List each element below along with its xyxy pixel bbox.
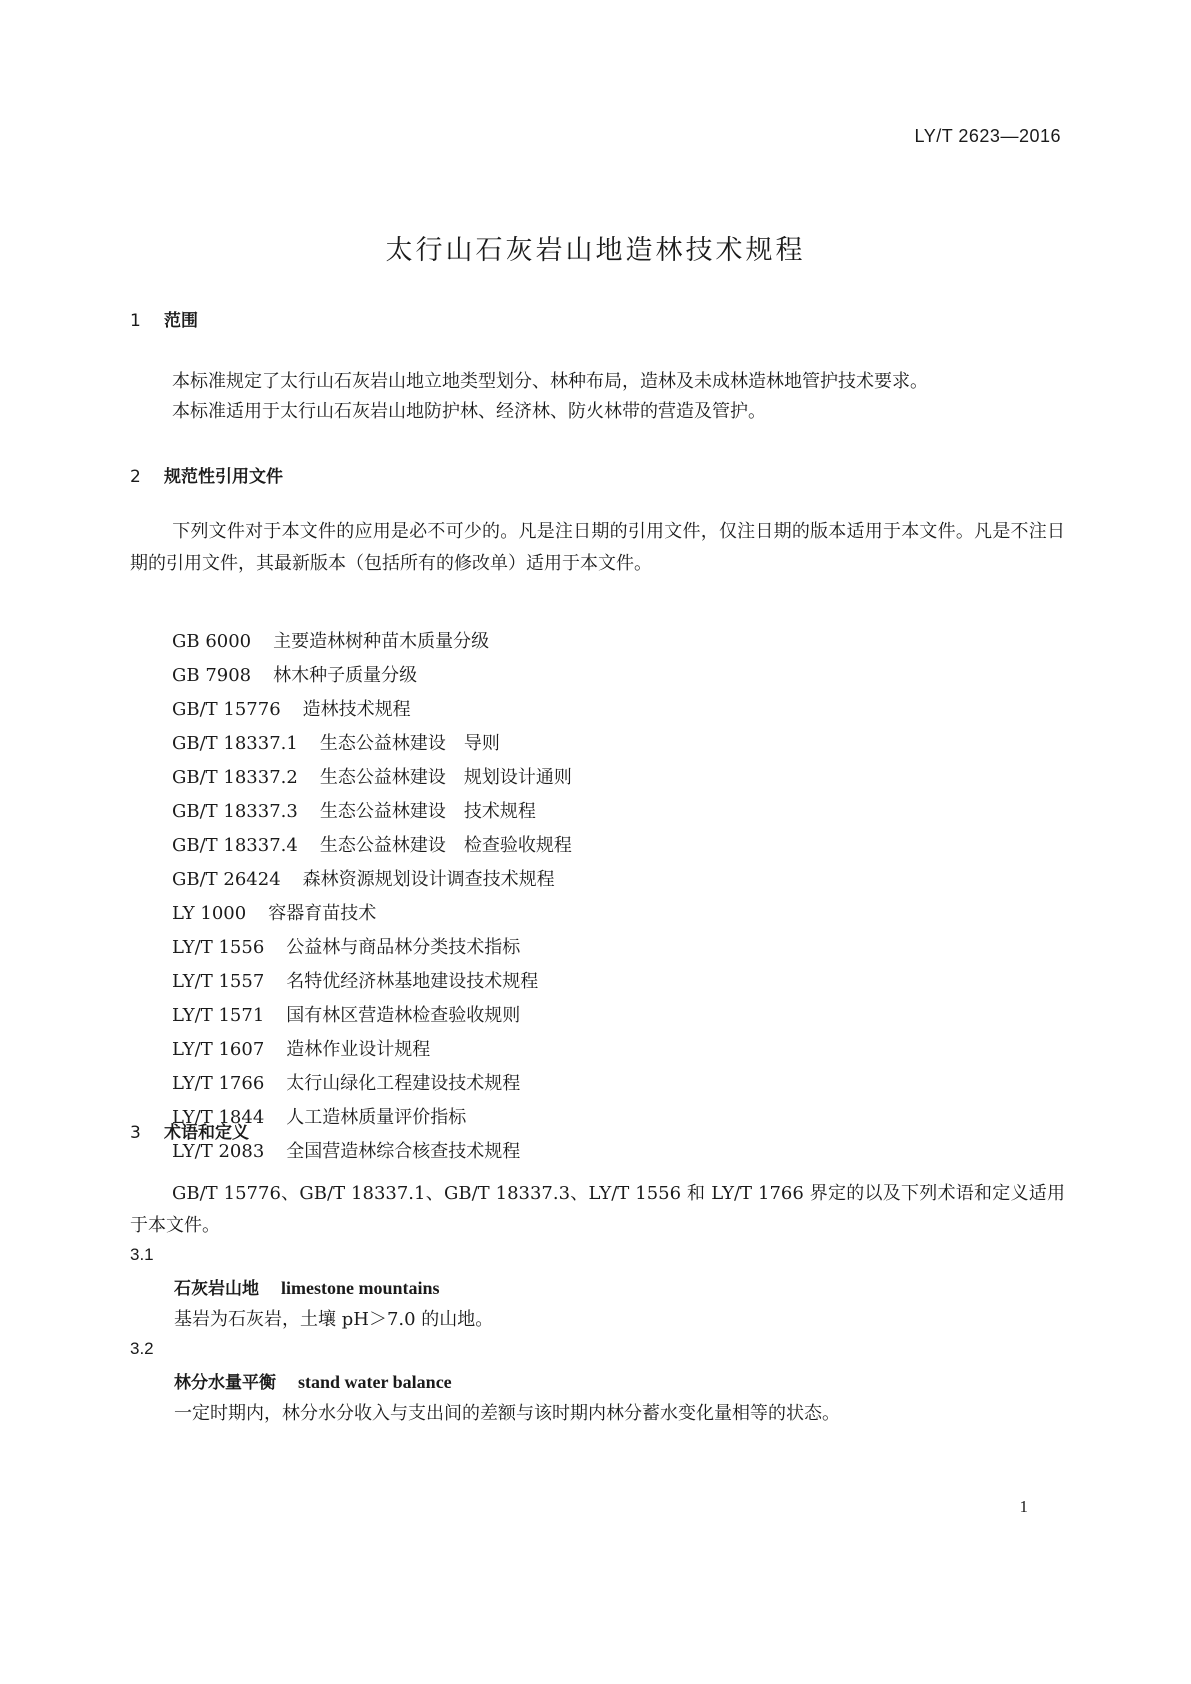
reference-name: 国有林区营造林检查验收规则	[286, 1005, 521, 1026]
reference-item	[172, 625, 572, 659]
reference-code: LY/T 1844	[172, 1107, 265, 1128]
reference-code: LY 1000	[172, 903, 247, 924]
reference-name: 森林资源规划设计调查技术规程	[302, 869, 555, 890]
reference-name: 生态公益林建设 规划设计通则	[319, 767, 572, 788]
term-english: limestone mountains	[281, 1278, 440, 1298]
reference-code: GB/T 18337.2	[172, 767, 298, 788]
reference-list	[172, 625, 572, 1169]
reference-name: 林木种子质量分级	[273, 665, 418, 686]
term-definition: 基岩为石灰岩，土壤 pH＞7.0 的山地。	[174, 1309, 494, 1330]
reference-code: LY/T 1766	[172, 1073, 265, 1094]
section-2-heading	[130, 462, 283, 487]
reference-code: LY/T 1571	[172, 1005, 265, 1026]
reference-code: LY/T 1556	[172, 937, 265, 958]
term-name: 林分水量平衡 stand water balance	[174, 1372, 452, 1393]
reference-item	[172, 727, 572, 761]
reference-name: 生态公益林建设 导则	[319, 733, 500, 754]
reference-code: GB/T 15776	[172, 699, 281, 720]
document-title: 太行山石灰岩山地造林技术规程	[385, 235, 806, 266]
reference-code: LY/T 2083	[172, 1141, 265, 1162]
reference-name: 人工造林质量评价指标	[286, 1107, 467, 1128]
scope-paragraph-2: 本标准适用于太行山石灰岩山地防护林、经济林、防火林带的营造及管护。	[172, 401, 766, 422]
reference-item	[172, 659, 572, 693]
reference-name: 生态公益林建设 技术规程	[319, 801, 536, 822]
section-title: 术语和定义	[164, 1123, 249, 1143]
reference-code: LY/T 1607	[172, 1039, 265, 1060]
reference-name: 主要造林树种苗木质量分级	[273, 631, 490, 652]
page-number: 1	[1019, 1497, 1028, 1516]
reference-code: GB/T 18337.1	[172, 733, 298, 754]
reference-code: LY/T 1557	[172, 971, 265, 992]
reference-code: GB/T 18337.3	[172, 801, 298, 822]
term-definition: 一定时期内，林分水分收入与支出间的差额与该时期内林分蓄水变化量相等的状态。	[174, 1403, 840, 1424]
section-title: 范围	[164, 311, 198, 331]
reference-item	[172, 1067, 572, 1101]
reference-code: GB 6000	[172, 631, 252, 652]
term-number: 3.2	[130, 1339, 154, 1358]
section-number: 1	[130, 311, 141, 331]
reference-code: GB 7908	[172, 665, 252, 686]
term-english: stand water balance	[298, 1372, 452, 1392]
term-name: 石灰岩山地 limestone mountains	[174, 1278, 440, 1299]
section-number: 2	[130, 467, 141, 487]
reference-name: 名特优经济林基地建设技术规程	[286, 971, 539, 992]
reference-name: 造林技术规程	[302, 699, 411, 720]
reference-name: 生态公益林建设 检查验收规程	[319, 835, 572, 856]
reference-name: 容器育苗技术	[268, 903, 377, 924]
reference-item	[172, 761, 572, 795]
reference-name: 造林作业设计规程	[286, 1039, 431, 1060]
reference-item	[172, 863, 572, 897]
references-intro: 下列文件对于本文件的应用是必不可少的。凡是注日期的引用文件，仅注日期的版本适用于本文件。凡是不注日期的引用文件，其最新版本（包括所有的修改单）适用于本文件。	[130, 521, 1065, 574]
scope-paragraph-1: 本标准规定了太行山石灰岩山地立地类型划分、林种布局，造林及未成林造林地管护技术要求。	[172, 371, 928, 392]
section-1-heading	[130, 306, 198, 331]
reference-name: 公益林与商品林分类技术指标	[286, 937, 521, 958]
reference-item	[172, 965, 572, 999]
term-number: 3.1	[130, 1245, 154, 1264]
terms-intro: GB/T 15776、GB/T 18337.1、GB/T 18337.3、LY/T 1556 和 LY/T 1766 界定的以及下列术语和定义适用于本文件。	[130, 1183, 1065, 1236]
reference-code: GB/T 18337.4	[172, 835, 298, 856]
section-title: 规范性引用文件	[164, 467, 283, 487]
reference-name: 全国营造林综合核查技术规程	[286, 1141, 521, 1162]
reference-item	[172, 829, 572, 863]
reference-item	[172, 1033, 572, 1067]
reference-item	[172, 897, 572, 931]
reference-item	[172, 693, 572, 727]
reference-code: GB/T 26424	[172, 869, 281, 890]
reference-item	[172, 795, 572, 829]
reference-item	[172, 999, 572, 1033]
reference-item	[172, 931, 572, 965]
section-3-heading	[130, 1118, 249, 1143]
section-number: 3	[130, 1123, 141, 1143]
standard-code: LY/T 2623—2016	[914, 126, 1061, 146]
reference-name: 太行山绿化工程建设技术规程	[286, 1073, 521, 1094]
